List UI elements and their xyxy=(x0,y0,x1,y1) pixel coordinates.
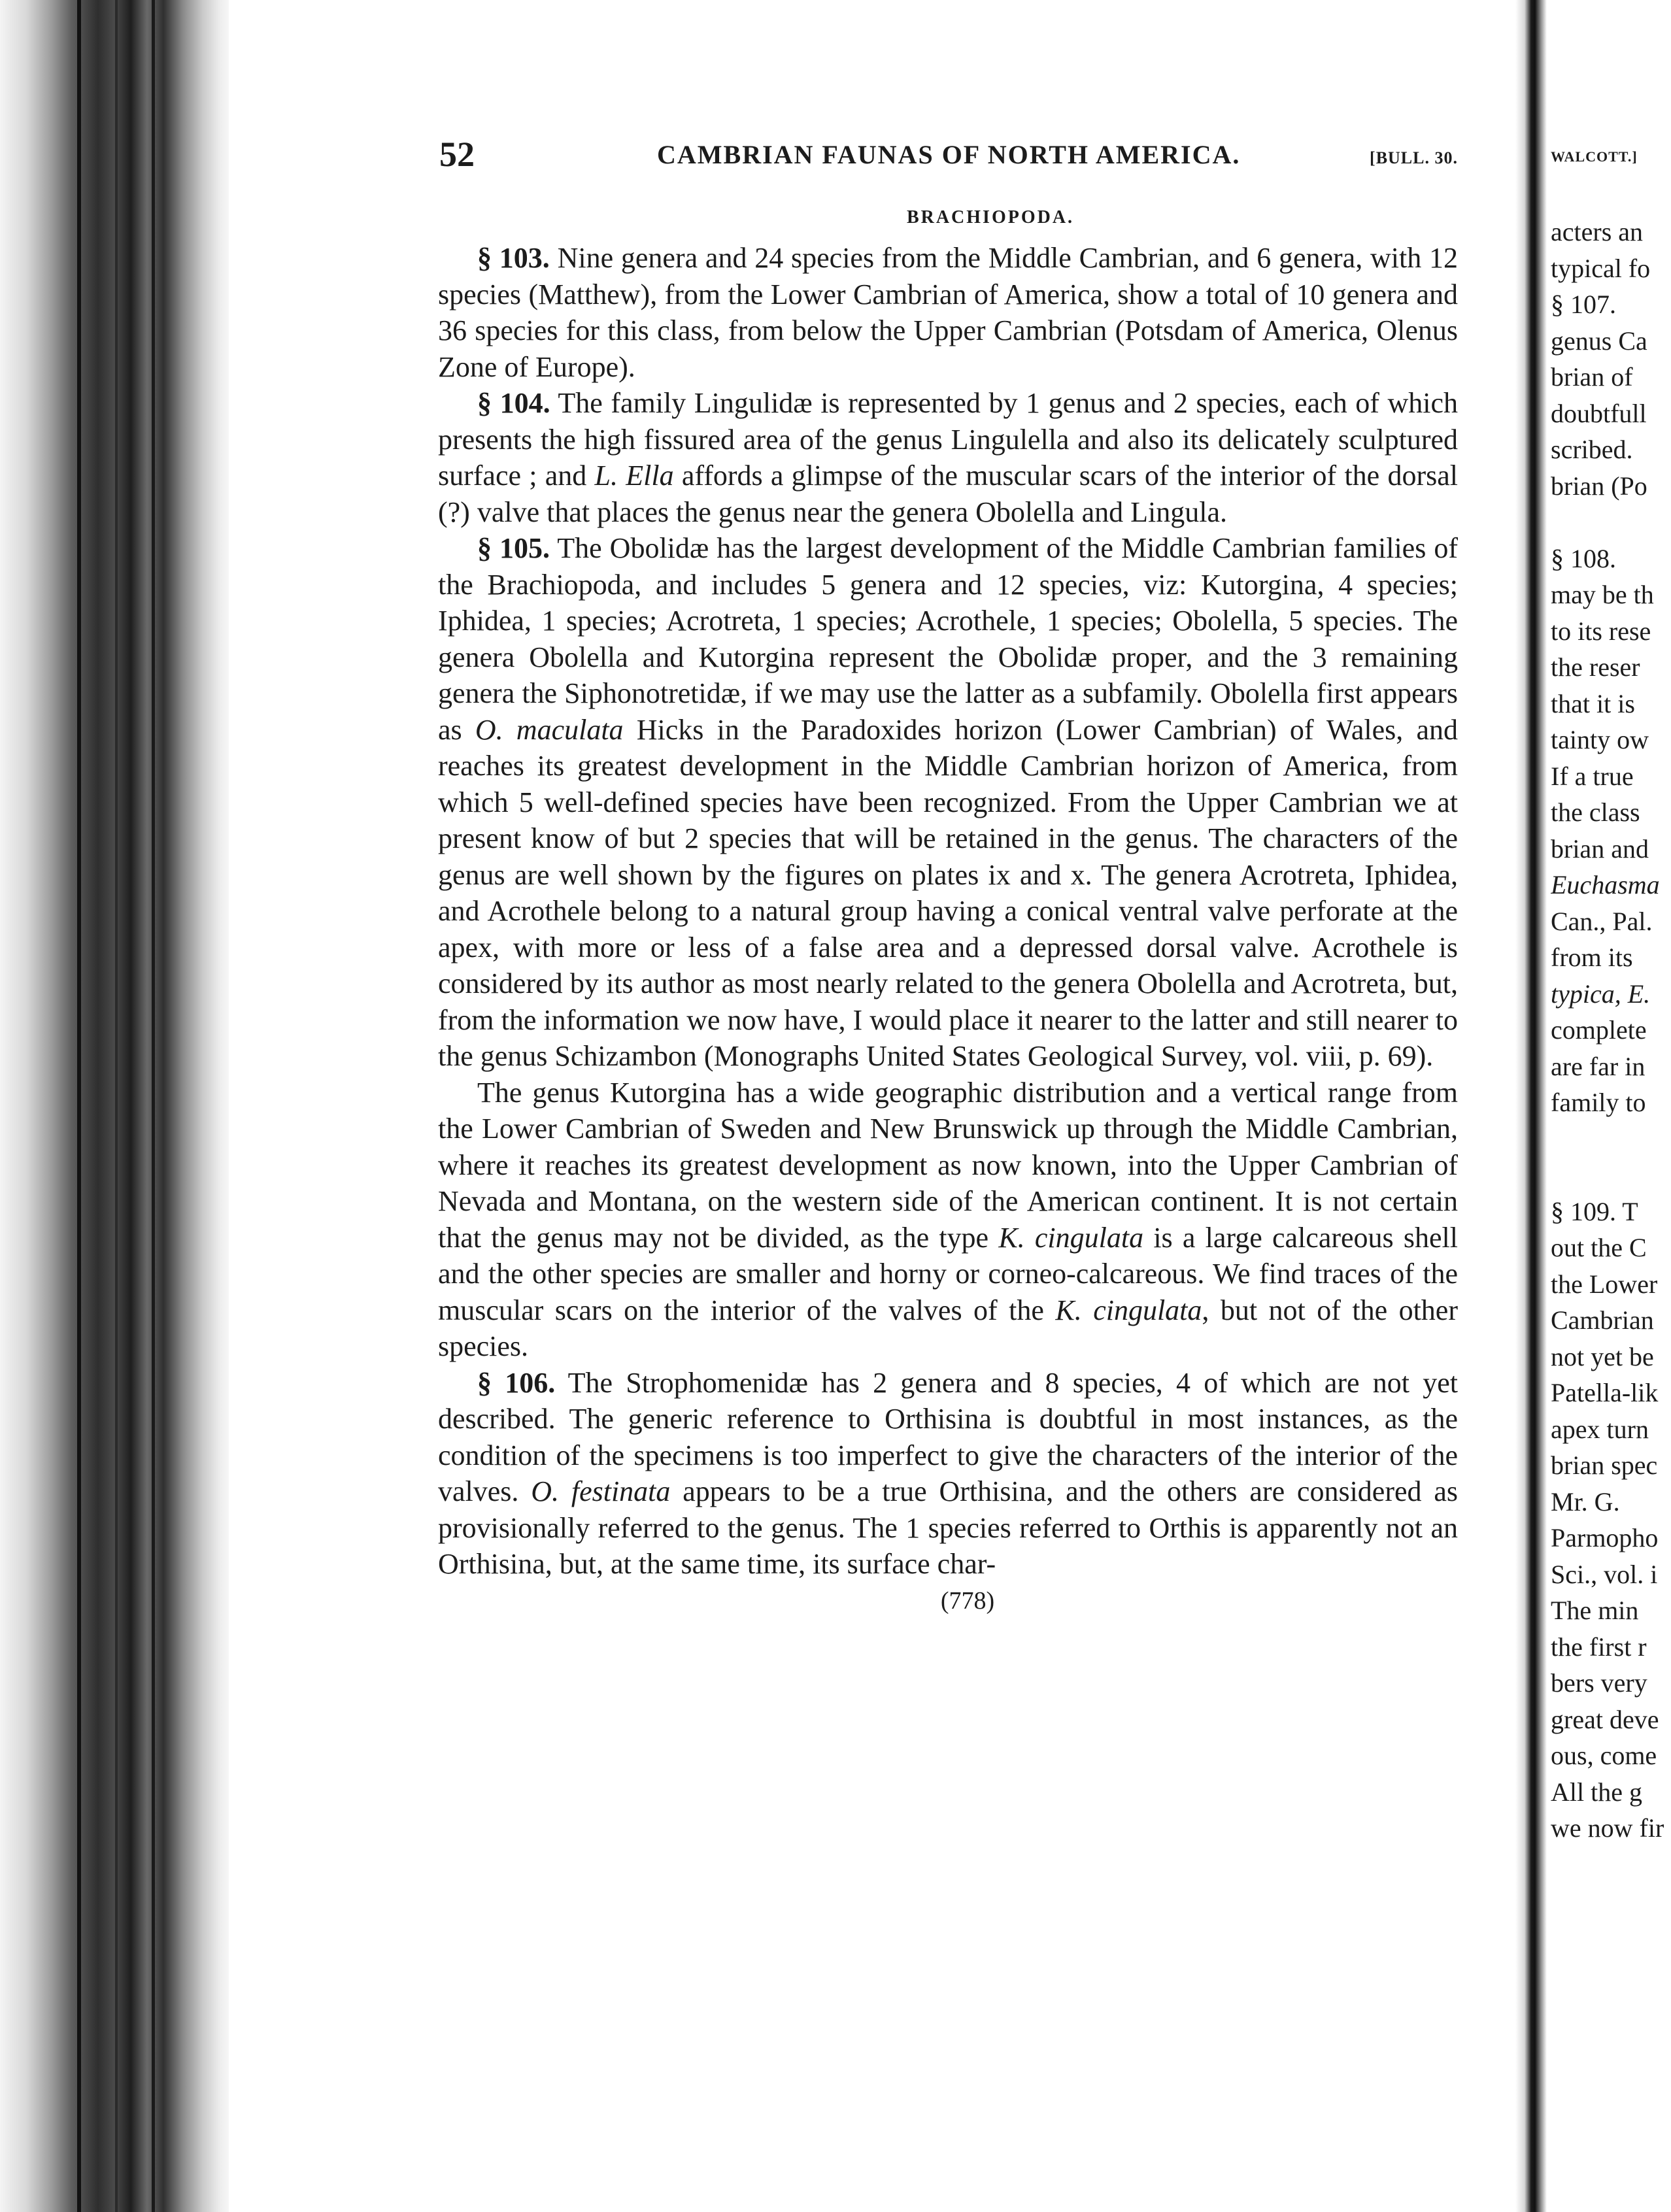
facing-line: typical fo xyxy=(1551,253,1651,283)
facing-line: brian and xyxy=(1551,833,1649,863)
facing-line: typica, E. xyxy=(1551,979,1651,1009)
facing-line: great deve xyxy=(1551,1704,1659,1734)
body-text xyxy=(438,240,1458,1583)
paragraph-105: § 105. The Obolidæ has the largest development of the Middle Cambrian families of the Brachiopoda, and includes 5 genera and 12 species, viz: Kutorgina, 4 species; Iphidea, 1 species; Acrotreta, 1 species; Acrothele, 1 species; Obolella, 5 species. The genera Obolella and Kutorgina represent the Obolidæ proper, and the 3 remaining genera the Siphonotretidæ, if we may use the latter as a subfamily. Obolella first appears as O. maculata Hicks in the Paradoxides horizon (Lower Cambrian) of Wales, and reaches its greatest development in the Middle Cambrian horizon of America, from which 5 well-defined species have been recognized. From the Upper Cambrian we at present know of but 2 species that will be retained in the genus. The characters of the genus are well shown by the figures on plates ix and x. The genera Acrotreta, Iphidea, and Acrothele belong to a natural group having a conical ventral valve perforate at the apex, with more or less of a false area and a depressed dorsal valve. Acrothele is considered by its author as most nearly related to the genera Obolella and Acrotreta, but, from the information we now have, I would place it nearer to the latter and still nearer to the genus Schizambon (Monographs United States Geological Survey, vol. viii, p. 69). xyxy=(438,532,1459,1072)
gutter-streak xyxy=(152,0,155,2212)
facing-line: brian (Po xyxy=(1551,471,1647,501)
facing-line: bers very xyxy=(1551,1668,1647,1698)
facing-line: family to xyxy=(1551,1088,1646,1117)
facing-page xyxy=(1551,134,1671,1847)
facing-line: § 108. xyxy=(1551,543,1616,573)
facing-line: scribed. xyxy=(1551,435,1633,464)
facing-line: are far in xyxy=(1551,1051,1646,1081)
facing-line: Cambrian xyxy=(1551,1305,1654,1335)
facing-line: If a true xyxy=(1551,761,1634,791)
facing-line: ous, come xyxy=(1551,1741,1657,1770)
facing-line: we now fir xyxy=(1551,1813,1664,1843)
facing-line: complete xyxy=(1551,1015,1647,1045)
facing-line: acters an xyxy=(1551,217,1644,246)
facing-line xyxy=(1551,504,1671,541)
facing-line: the first r xyxy=(1551,1632,1647,1662)
facing-line: the class xyxy=(1551,797,1640,827)
page-number: 52 xyxy=(439,135,475,174)
facing-line: may be th xyxy=(1551,580,1654,609)
facing-line: genus Ca xyxy=(1551,326,1647,356)
facing-line: The min xyxy=(1551,1596,1639,1625)
facing-line: Parmopho xyxy=(1551,1523,1659,1552)
facing-running-head: WALCOTT.] xyxy=(1551,148,1638,165)
paragraph-104: § 104. The family Lingulidæ is represented by 1 genus and 2 species, each of which presents the high fissured area of the genus Lingulella and also its delicately sculptured surface ; and L. Ella affords a glimpse of the muscular scars of the interior of the dorsal (?) valve that places the genus near the genera Obolella and Lingula. xyxy=(438,387,1459,528)
paragraph-kutorgina: The genus Kutorgina has a wide geographic distribution and a vertical range from the Lower Cambrian of Sweden and New Brunswick up through the Middle Cambrian, where it reaches its greatest development as now known, into the Upper Cambrian of Nevada and Montana, on the western side of the American continent. It is not certain that the genus may not be divided, as the type K. cingulata is a large calcareous shell and the other species are smaller and horny or corneo-calcareous. We find traces of the muscular scars on the interior of the valves of the K. cingulata, but not of the other species. xyxy=(438,1076,1458,1362)
facing-line: that it is xyxy=(1551,688,1635,718)
facing-line xyxy=(1551,1121,1671,1158)
facing-line: Mr. G. xyxy=(1551,1486,1620,1517)
folio-number: (778) xyxy=(940,1586,995,1615)
facing-line: brian spec xyxy=(1551,1450,1658,1480)
facing-line: Euchasma xyxy=(1551,870,1660,899)
bulletin-number: [BULL. 30. xyxy=(1370,148,1458,167)
running-title: CAMBRIAN FAUNAS OF NORTH AMERICA. xyxy=(657,140,1241,169)
paragraph-103: § 103. Nine genera and 24 species from the Middle Cambrian, and 6 genera, with 12 species (Matthew), from the Lower Cambrian of America, show a total of 10 genera and 36 species for this class, from below the Upper Cambrian (Potsdam of America, Olenus Zone of Europe). xyxy=(438,242,1459,383)
facing-line: the reser xyxy=(1551,652,1640,682)
facing-line: Can., Pal. xyxy=(1551,906,1653,936)
page-edge xyxy=(1515,0,1547,2212)
gutter-streak xyxy=(77,0,81,2212)
facing-line: out the C xyxy=(1551,1233,1647,1262)
facing-line: doubtfull xyxy=(1551,398,1647,428)
facing-line: All the g xyxy=(1551,1777,1642,1807)
facing-line: to its rese xyxy=(1551,616,1651,646)
facing-line xyxy=(1551,1157,1671,1194)
gutter-streak xyxy=(115,0,118,2212)
facing-text xyxy=(1551,214,1671,1847)
facing-line: Patella-lik xyxy=(1551,1378,1659,1407)
facing-line: brian of xyxy=(1551,362,1633,392)
facing-line: from its xyxy=(1551,943,1633,972)
facing-line: not yet be xyxy=(1551,1341,1654,1371)
facing-line: § 109. T xyxy=(1551,1196,1638,1226)
book-gutter xyxy=(0,0,229,2212)
facing-line: Sci., vol. i xyxy=(1551,1559,1658,1589)
facing-line: § 107. xyxy=(1551,290,1616,319)
facing-line: tainty ow xyxy=(1551,725,1649,754)
facing-line: apex turn xyxy=(1551,1414,1649,1444)
running-head xyxy=(438,134,1458,180)
main-page xyxy=(438,134,1458,1615)
section-heading: BRACHIOPODA. xyxy=(906,207,1075,227)
facing-line: the Lower xyxy=(1551,1269,1658,1299)
paragraph-106: § 106. The Strophomenidæ has 2 genera and 8 species, 4 of which are not yet described. The generic reference to Orthisina is doubtful in most instances, as the condition of the specimens is too imperfect to give the characters of the interior of the valves. O. festinata appears to be a true Orthisina, and the others are considered as provisionally referred to the genus. The 1 species referred to Orthis is apparently not an Orthisina, but, at the same time, its surface char- xyxy=(438,1366,1459,1580)
